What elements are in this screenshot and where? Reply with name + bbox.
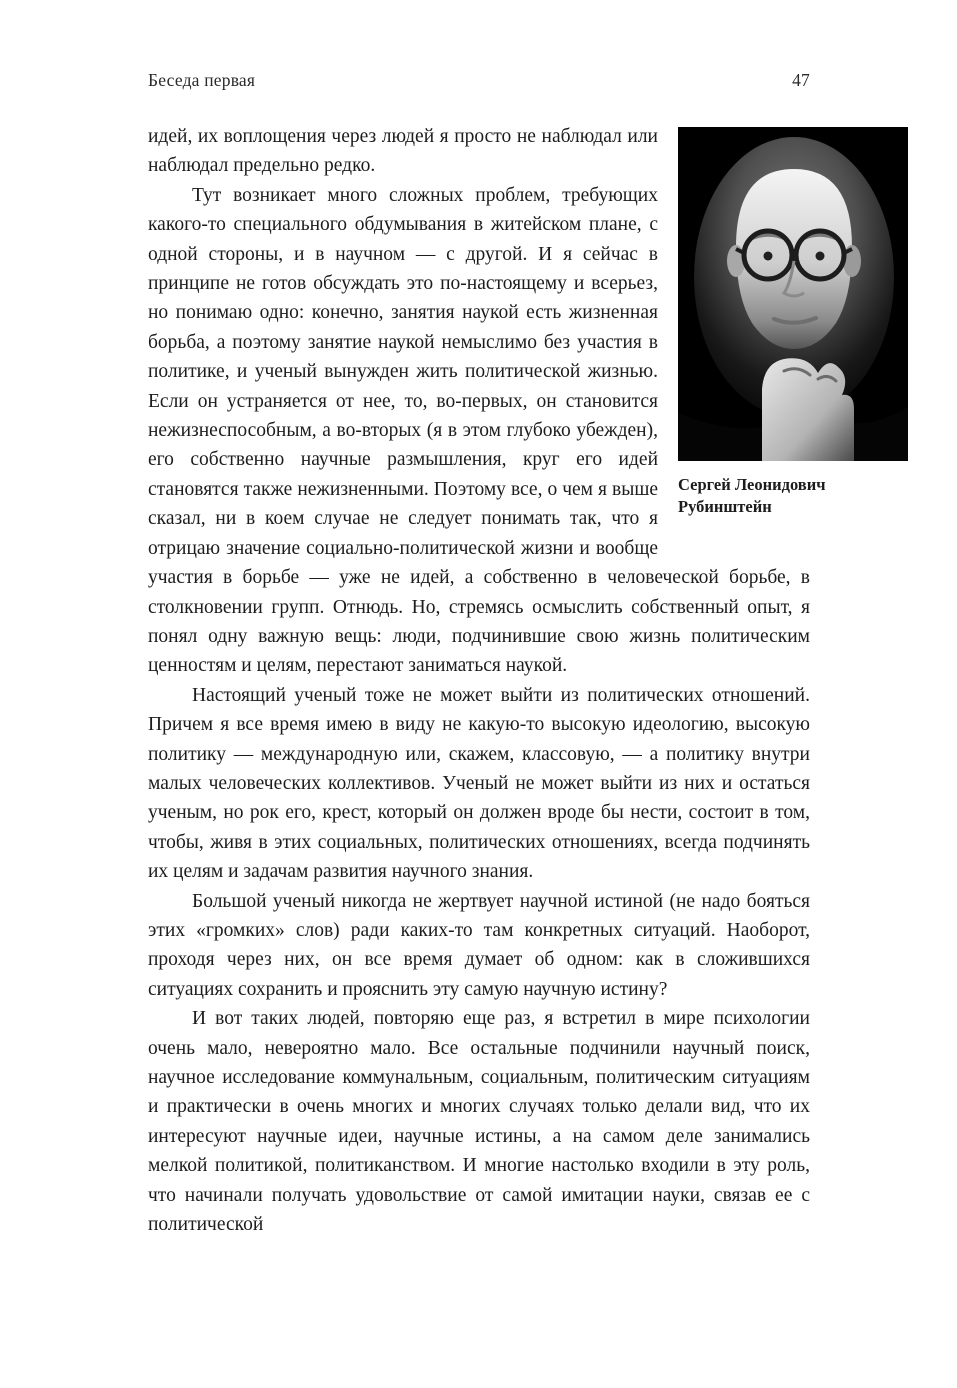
paragraph: Тут возникает много сложных проблем, требующих какого-то специального обдумывания в житейском плане, с одной стороны, и в научном — с другой. И я сейчас в принципе не готов обсуждать это по-настоящему и всерьез, но понимаю одно: конечно, занятия наукой есть жизненная борьба, а поэтому занятие наукой немыслимо без участия в политике, и ученый вынужден жить политической жизнью. Если он устраняется от нее, то, во-первых, он становится нежизнеспособным, а во-вторых (я в этом глубоко убежден), его собственно научные размышления, круг его идей становятся также нежизненными. Поэтому все, о чем я выше сказал, ни в коем случае не следует понимать так, что я отрицаю значение социально-политической жизни и вообще участия в борьбе — уже не идей, а собственно в человеческой борьбе, в столкновении групп. Отнюдь. Но, стремясь осмыслить собственный опыт, я понял одну важную вещь: люди, подчинившие свою жизнь политическим ценностям и целям, перестают заниматься наукой. bbox=[148, 184, 810, 677]
page-header bbox=[148, 70, 810, 91]
paragraph: идей, их воплощения через людей я просто не наблюдал или наблюдал предельно редко. bbox=[148, 126, 658, 177]
portrait-photo bbox=[678, 127, 908, 461]
paragraph: Настоящий ученый тоже не может выйти из политических отношений. Причем я все время имею в виду не какую-то высокую идеологию, высокую политику — международную или, скажем, классовую, — а политику внутри малых человеческих коллективов. Ученый не может выйти из них и остаться ученым, но рок его, крест, который он должен вроде бы нести, состоит в том, чтобы, живя в этих социальных, политических отношениях, всегда подчинять их целям и задачам развития научного знания. bbox=[148, 684, 810, 883]
portrait-caption: Сергей Леонидович Рубинштейн bbox=[678, 475, 826, 516]
text-column bbox=[148, 122, 826, 1239]
paragraph: Большой ученый никогда не жертвует научной истиной (не надо бояться этих «громких» слов) ради каких-то там конкретных ситуаций. Наоборот, проходя через них, он все время думает об одном: как в сложившихся ситуациях сохранить и прояснить эту самую научную истину? bbox=[148, 890, 810, 1000]
page-number: 47 bbox=[792, 70, 810, 90]
running-title: Беседа первая bbox=[148, 70, 256, 90]
paragraph: И вот таких людей, повторяю еще раз, я встретил в мире психологии очень мало, невероятно мало. Все остальные подчинили научный поиск, научное исследование коммунальным, социальным, политическим ситуациям и практически в очень многих и многих случаях только делали вид, что их интересуют научные идеи, научные истины, а на самом деле занимались мелкой политикой, политиканством. И многие настолько входили в эту роль, что начинали получать удовольствие от самой имитации науки, связав ее с политической bbox=[148, 1008, 810, 1236]
portrait-figure bbox=[678, 127, 908, 518]
